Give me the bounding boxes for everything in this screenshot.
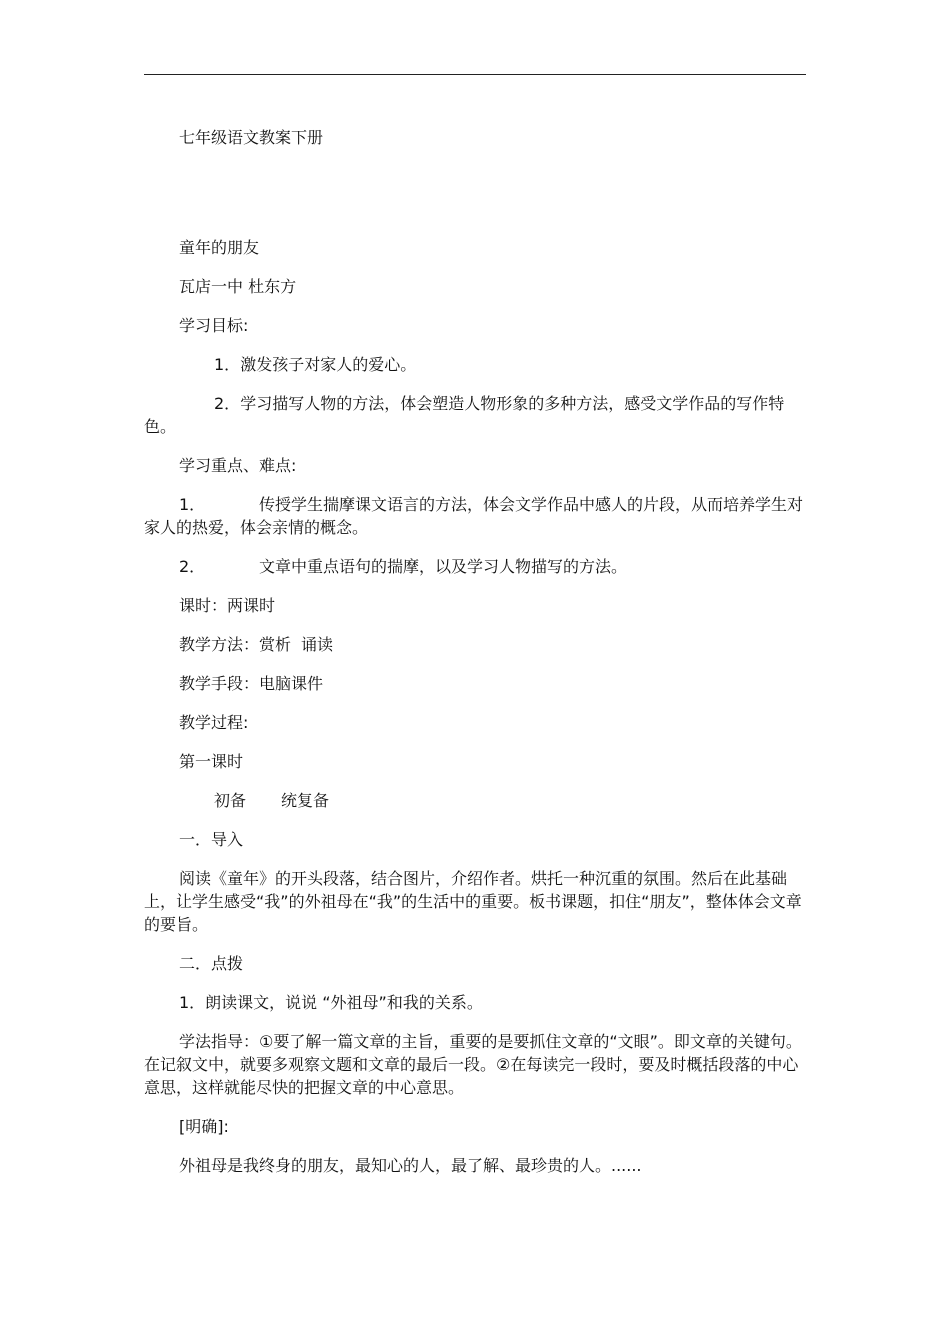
keypoint-item <box>144 555 806 578</box>
keypoint-number: 2． <box>179 557 206 576</box>
process-heading: 教学过程: <box>179 713 249 732</box>
header-rule <box>144 74 806 75</box>
goals-heading: 学习目标: <box>179 316 249 335</box>
teaching-means: 教学手段：电脑课件 <box>179 674 324 693</box>
prep-initial: 初备 <box>214 791 247 810</box>
section-intro-heading: 一．导入 <box>179 830 244 849</box>
goal-item <box>144 392 806 438</box>
goal-item <box>144 353 806 376</box>
method-guide-paragraph: 学法指导：①要了解一篇文章的主旨，重要的是要抓住文章的“文眼”。即文章的关键句。在记叙文中，就要多观察文题和文章的最后一段。②在每读完一段时，要及时概括段落的中心意思，这样就能尽快的把握文章的中心意思。 <box>144 1032 802 1097</box>
clarify-text: 外祖母是我终身的朋友，最知心的人，最了解、最珍贵的人。...... <box>179 1156 642 1175</box>
class-hours: 课时：两课时 <box>179 596 276 615</box>
step-one: 1．朗读课文，说说 “外祖母”和我的关系。 <box>179 993 483 1012</box>
keypoint-text: 文章中重点语句的揣摩，以及学习人物描写的方法。 <box>259 557 628 576</box>
prep-review: 统复备 <box>281 791 330 810</box>
method-extra: 诵读 <box>301 635 334 654</box>
section-guidance-heading: 二．点拨 <box>179 954 244 973</box>
first-lesson-label: 第一课时 <box>179 752 244 771</box>
lesson-title: 童年的朋友 <box>179 238 260 257</box>
goal-text: 学习描写人物的方法，体会塑造人物形象的多种方法，感受文学作品的写作特色。 <box>144 394 785 436</box>
keypoint-text: 传授学生揣摩课文语言的方法，体会文学作品中感人的片段，从而培养学生对家人的热爱，体会亲情的概念。 <box>144 495 804 537</box>
author-line: 瓦店一中 杜东方 <box>179 277 297 296</box>
goal-number: 1． <box>214 355 241 374</box>
intro-paragraph: 阅读《童年》的开头段落，结合图片，介绍作者。烘托一种沉重的氛围。然后在此基础上，让学生感受“我”的外祖母在“我”的生活中的重要。板书课题，扣住“朋友”，整体体会文章的要旨。 <box>144 869 802 934</box>
keypoints-heading: 学习重点、难点: <box>179 456 297 475</box>
keypoint-number: 1． <box>179 495 206 514</box>
header-title: 七年级语文教案下册 <box>179 128 324 147</box>
method-label: 教学方法：赏析 <box>179 635 292 654</box>
clarify-label: [明确]: <box>179 1117 229 1136</box>
keypoint-item <box>144 493 806 539</box>
prep-line <box>144 789 806 812</box>
document-body <box>144 126 806 1177</box>
teaching-methods <box>144 633 806 656</box>
goal-text: 激发孩子对家人的爱心。 <box>240 355 417 374</box>
goal-number: 2． <box>214 394 241 413</box>
